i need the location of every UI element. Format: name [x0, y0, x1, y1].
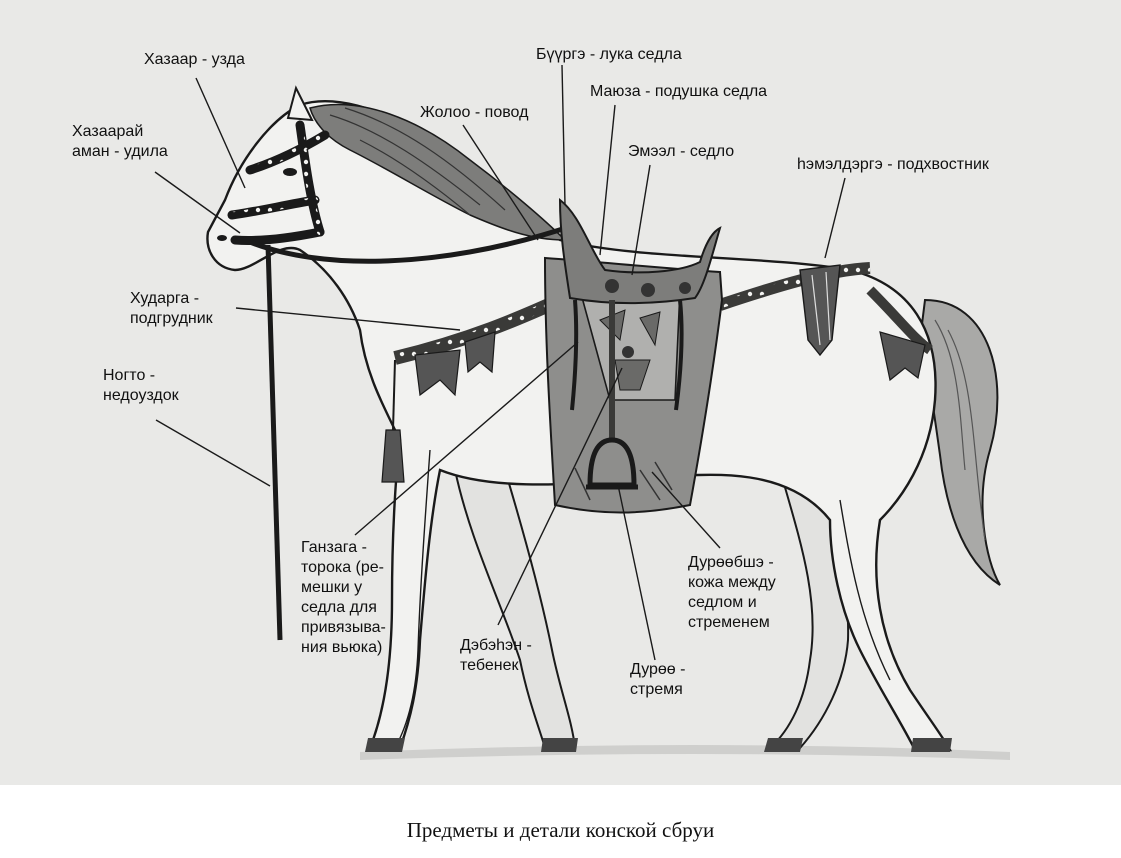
- horse-nostril: [217, 235, 227, 241]
- label-emeel: Эмээл - седло: [628, 143, 735, 160]
- label-khazaaray: Хазаарай аман - удила: [72, 123, 168, 160]
- label-debehen: Дэбэһэн - тебенек: [460, 637, 532, 674]
- label-ganzaga: Ганзага - торока (ре- мешки у седла для привязыва- ния вьюка): [301, 539, 386, 656]
- label-dureebshe: Дурөөбшэ - кожа между седлом и стременем: [688, 554, 776, 631]
- label-zholoo: Жолоо - повод: [420, 104, 529, 121]
- label-nogto: Ногто - недоуздок: [103, 367, 179, 404]
- label-duree: Дурөө - стремя: [630, 661, 686, 698]
- horse-eye: [283, 168, 297, 176]
- label-khudarga: Хударга - подгрудник: [130, 290, 213, 327]
- hoof-hind-near: [911, 738, 952, 752]
- figure-caption: Предметы и детали конской сбруи: [406, 818, 715, 842]
- label-mauza: Маюза - подушка седла: [590, 83, 768, 100]
- label-khazaar: Хазаар - узда: [144, 51, 245, 68]
- hoof-hind-far: [764, 738, 803, 752]
- breastplate-tassel: [382, 430, 404, 482]
- horse-far-foreleg: [455, 470, 575, 748]
- hoof-front-near: [365, 738, 405, 752]
- label-hemeldergee: һэмэлдэргэ - подхвостник: [797, 156, 989, 173]
- hoof-front-far: [541, 738, 578, 752]
- horse-tail: [920, 300, 1000, 585]
- lead-rope: [268, 245, 280, 640]
- label-buurge: Бүүргэ - лука седла: [536, 46, 682, 63]
